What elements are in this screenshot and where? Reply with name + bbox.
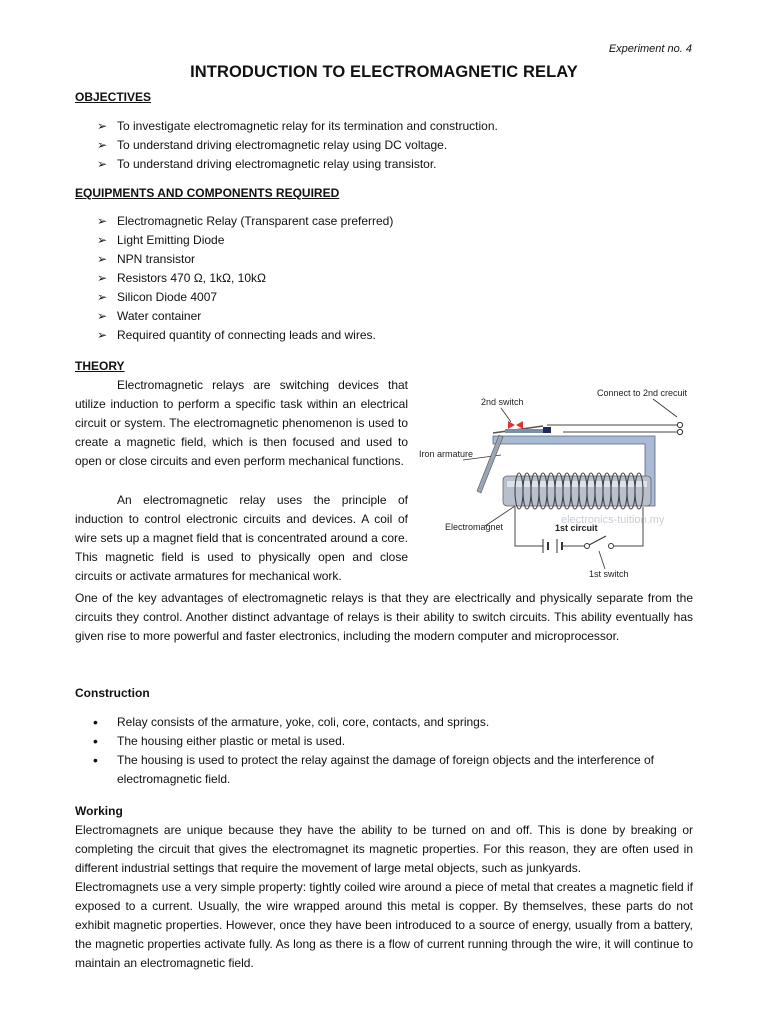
list-item: ➢ Required quantity of connecting leads and wires. — [75, 326, 695, 345]
watermark-text: electronics-tuition.my — [561, 514, 665, 526]
list-item: ➢ Electromagnetic Relay (Transparent case preferred) — [75, 212, 695, 231]
arrow-bullet-icon: ➢ — [97, 119, 108, 133]
arrow-bullet-icon: ➢ — [97, 328, 108, 342]
terminal-icon — [677, 422, 682, 427]
contact-block — [543, 427, 551, 433]
arrow-bullet-icon: ➢ — [97, 271, 108, 285]
circuit-wire — [515, 507, 543, 546]
arrow-bullet-icon: ➢ — [97, 157, 108, 171]
bullet-icon: • — [93, 714, 98, 730]
armature-label: Iron armature — [419, 449, 474, 459]
working-paragraph-2: Electromagnets use a very simple property: tightly coiled wire around a piece of metal that creates a magnetic field if exposed to a current. Usually, the wire wrapped around this metal is copper. By themselves, these parts do not exhibit magnetic properties. However, once they have been introduced to a source of energy, usually from a battery, the magnetic properties activate fully. As long as there is a flow of current running through the wire, it will continue to maintain an electromagnetic field. — [75, 880, 693, 970]
construction-list — [75, 713, 695, 789]
circuit1-label: 1st circuit — [555, 523, 598, 533]
iron-core — [503, 476, 651, 506]
electromagnet-label: Electromagnet — [445, 522, 504, 532]
list-item: ➢ Light Emitting Diode — [75, 231, 695, 250]
list-item: ➢ To investigate electromagnetic relay for its termination and construction. — [75, 117, 695, 136]
contact-point-icon — [508, 421, 515, 429]
arrow-bullet-icon: ➢ — [97, 252, 108, 266]
experiment-number: Experiment no. 4 — [608, 43, 692, 55]
connect-leader-line — [653, 399, 677, 417]
switch1-leader-line — [599, 551, 605, 569]
arrow-bullet-icon: ➢ — [97, 214, 108, 228]
bullet-icon: • — [93, 733, 98, 749]
connect-label: Connect to 2nd crecuit — [597, 388, 688, 398]
iron-armature — [477, 435, 503, 493]
list-item: • The housing either plastic or metal is used. — [93, 733, 346, 749]
objectives-heading: OBJECTIVES — [75, 90, 152, 104]
working-heading: Working — [75, 804, 123, 818]
list-item: ➢ Resistors 470 Ω, 1kΩ, 10kΩ — [75, 269, 695, 288]
equipment-heading: EQUIPMENTS AND COMPONENTS REQUIRED — [75, 186, 340, 200]
contact-spring — [505, 429, 545, 433]
theory-paragraph-3: One of the key advantages of electromagnetic relays is that they are electrically and physically separate from the circuits they control. Another distinct advantage of relays is their ability to switch circuits. This ability eventually has given rise to more powerful and faster electronics, including the modern computer and microprocessor. — [75, 591, 693, 643]
terminal-icon — [677, 429, 682, 434]
equipment-list — [75, 212, 695, 345]
theory-heading: THEORY — [75, 359, 125, 373]
list-item: ➢ Silicon Diode 4007 — [75, 288, 695, 307]
theory-paragraph-1: Electromagnetic relays are switching devices that utilize induction to perform a specific task within an electrical circuit or system. The electromagnetic phenomenon is used to create a magnetic field, which is then focused and used to open or close circuits and even perform mechanical functions. — [75, 378, 408, 468]
arrow-bullet-icon: ➢ — [97, 309, 108, 323]
page-title: INTRODUCTION TO ELECTROMAGNETIC RELAY — [190, 63, 578, 81]
list-item: • Relay consists of the armature, yoke, coli, core, contacts, and springs. — [93, 714, 490, 730]
switch1-label: 1st switch — [589, 569, 629, 579]
arrow-bullet-icon: ➢ — [97, 290, 108, 304]
contact-point-icon — [516, 421, 523, 429]
switch2-leader-line — [501, 408, 511, 422]
switch-lever-icon — [589, 536, 606, 545]
list-item: ➢ To understand driving electromagnetic relay using DC voltage. — [75, 136, 695, 155]
arrow-bullet-icon: ➢ — [97, 233, 108, 247]
switch-terminal-icon — [585, 544, 590, 549]
bullet-icon: • — [93, 752, 98, 768]
list-item: ➢ Water container — [75, 307, 695, 326]
working-paragraph-1: Electromagnets are unique because they have the ability to be turned on and off. This is done by breaking or completing the circuit that gives the electromagnet its magnetic properties. For this reason, they are often used in different industrial settings that require the movement of large metal objects, such as junkyards. — [75, 823, 693, 875]
switch2-label: 2nd switch — [481, 397, 524, 407]
construction-heading: Construction — [75, 686, 150, 700]
relay-diagram — [415, 381, 703, 581]
list-item: ➢ NPN transistor — [75, 250, 695, 269]
objectives-list — [75, 117, 695, 174]
arrow-bullet-icon: ➢ — [97, 138, 108, 152]
circuit-wire — [625, 507, 643, 546]
switch-terminal-icon — [609, 544, 614, 549]
theory-paragraph-2: An electromagnetic relay uses the principle of induction to control electronic circuits and devices. A coil of wire sets up a magnet field that is concentrated around a core. This magnetic field is used to physically open and close circuits or activate armatures for mechanical work. — [75, 493, 408, 583]
list-item: • The housing is used to protect the relay against the damage of foreign objects and the interference of electromagnetic field. — [93, 752, 655, 786]
list-item: ➢ To understand driving electromagnetic relay using transistor. — [75, 155, 695, 174]
